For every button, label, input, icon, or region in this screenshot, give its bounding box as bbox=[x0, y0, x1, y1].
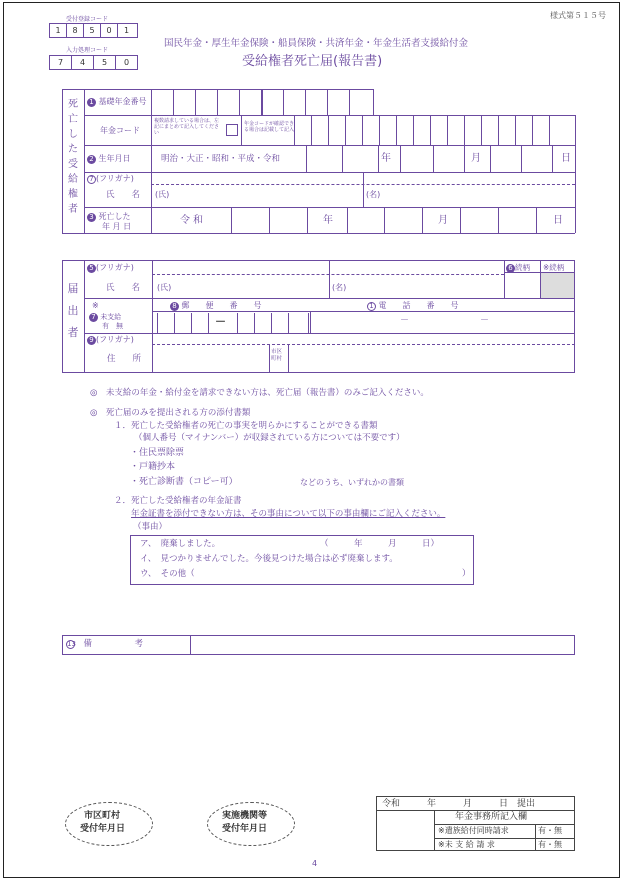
reporter-given-name-field[interactable]: (名) bbox=[332, 283, 347, 292]
city-stamp-label: 市区町村 bbox=[84, 811, 121, 821]
birth-year-unit: 年 bbox=[381, 153, 391, 164]
deceased-furigana-label: 7 (フリガナ) bbox=[87, 175, 134, 184]
doc-family-register: ・戸籍抄本 bbox=[130, 462, 176, 472]
unpaid-mark: ※ bbox=[92, 301, 99, 310]
basic-pension-number-field[interactable] bbox=[151, 89, 373, 115]
reception-code-box bbox=[49, 23, 138, 38]
phone-label: 1 電 話 番 号 bbox=[367, 302, 459, 311]
death-day-unit: 日 bbox=[553, 215, 563, 226]
death-date-label: 3 死亡した bbox=[87, 213, 131, 222]
pension-code-label: 年金コード bbox=[100, 126, 140, 135]
doc-death-certificate: ・死亡診断書（コピー可） bbox=[130, 477, 238, 487]
submission-date[interactable]: 令和 年 月 日 提出 bbox=[382, 799, 536, 809]
phone-field[interactable] bbox=[310, 312, 575, 333]
input-code-box bbox=[49, 55, 138, 70]
pension-code-field[interactable] bbox=[294, 115, 575, 145]
form-subtitle: 国民年金・厚生年金保険・船員保険・共済年金・年金生活者支援給付金 bbox=[164, 38, 469, 49]
phone-dash: － bbox=[480, 316, 490, 326]
code-digit: 5 bbox=[84, 24, 101, 37]
doc-suffix: などのうち、いずれかの書類 bbox=[300, 478, 404, 487]
agency-stamp-label: 実施機関等 bbox=[222, 811, 268, 821]
relationship-office-box bbox=[541, 273, 574, 298]
code-digit: 8 bbox=[67, 24, 84, 37]
death-month-unit: 月 bbox=[438, 215, 448, 226]
death-date-field[interactable] bbox=[231, 207, 575, 233]
note-unpaid: ◎ 未支給の年金・給付金を請求できない方は、死亡届（報告書）のみご記入ください。 bbox=[90, 388, 429, 398]
attachment-item-1: １．死亡した受給権者の死亡の事実を明らかにすることができる書類 bbox=[114, 421, 378, 431]
form-number: 様式第５１５号 bbox=[550, 11, 606, 20]
deceased-given-name-field[interactable]: (名) bbox=[366, 190, 381, 199]
birth-date-field[interactable] bbox=[306, 145, 575, 172]
death-era: 令和 bbox=[180, 215, 206, 226]
reason-discarded-date: （ 年 月 日） bbox=[320, 539, 440, 549]
page-number: 4 bbox=[312, 859, 318, 868]
address-field-2[interactable] bbox=[290, 346, 574, 372]
reason-discarded[interactable]: ア、 廃棄しました。 bbox=[140, 539, 221, 549]
code-digit: 4 bbox=[72, 56, 94, 69]
form-page bbox=[3, 2, 620, 878]
birth-day-unit: 日 bbox=[561, 153, 571, 164]
unpaid-claim-label: ※未 支 給 請 求 bbox=[438, 840, 495, 849]
unpaid-claim-options[interactable]: 有・無 bbox=[538, 840, 562, 849]
postal-code-field[interactable] bbox=[157, 313, 309, 333]
deceased-name-label: 氏 名 bbox=[106, 190, 141, 200]
birth-month-unit: 月 bbox=[471, 153, 481, 164]
code-digit: 0 bbox=[123, 58, 130, 67]
attachment-item-1-sub: （個人番号（マイナンバー）が収録されている方については不要です） bbox=[134, 433, 405, 443]
death-date-label2: 年 月 日 bbox=[102, 222, 132, 231]
code-digit: 0 bbox=[101, 24, 118, 37]
pension-code-note2: 年金コードが確認できる場合は記載して記入 bbox=[244, 121, 295, 133]
code-digit: 1 bbox=[50, 24, 67, 37]
phone-dash: － bbox=[400, 316, 410, 326]
relationship-field[interactable] bbox=[505, 273, 540, 298]
survivor-claim-label: ※遺族給付同時請求 bbox=[438, 826, 509, 835]
remarks-field[interactable] bbox=[192, 637, 573, 653]
reporter-section-label: 届 出 者 bbox=[67, 282, 79, 339]
pension-code-note: 複数請求している場合は、左記にまとめて記入してください bbox=[154, 118, 220, 136]
input-code-label: 入力処理コード bbox=[66, 47, 109, 54]
note-attachments: ◎ 死亡届のみを提出される方の添付書類 bbox=[90, 408, 251, 418]
reason-not-found[interactable]: イ、 見つかりませんでした。今後見つけた場合は必ず廃棄します。 bbox=[140, 554, 398, 564]
survivor-claim-options[interactable]: 有・無 bbox=[538, 826, 562, 835]
form-title: 受給権者死亡届(報告書) bbox=[242, 54, 383, 69]
era-options[interactable]: 明治・大正・昭和・平成・令和 bbox=[161, 154, 281, 164]
unpaid-options[interactable]: 有 無 bbox=[102, 322, 123, 330]
reason-other-close: ） bbox=[462, 569, 471, 579]
death-year-unit: 年 bbox=[323, 215, 333, 226]
code-digit: 5 bbox=[94, 56, 116, 69]
reception-code-label: 受付登録コード bbox=[66, 16, 109, 23]
address-furigana-label: 9 (フリガナ) bbox=[87, 336, 134, 345]
attachment-item-2: ２．死亡した受給権者の年金証書 bbox=[114, 496, 242, 506]
unpaid-label: 7 未支給 bbox=[89, 313, 121, 322]
office-use-label: 年金事務所記入欄 bbox=[455, 812, 528, 822]
agency-stamp-date-label: 受付年月日 bbox=[222, 824, 268, 834]
pension-code-checkbox[interactable] bbox=[226, 124, 238, 136]
birth-date-label: 2 生年月日 bbox=[87, 155, 131, 164]
reporter-family-name-field[interactable]: (氏) bbox=[157, 283, 172, 292]
postal-code-label: 8 郵 便 番 号 bbox=[170, 302, 262, 311]
deceased-section-label: 死 亡 し た 受 給 権 者 bbox=[68, 99, 78, 215]
reason-label: （事由） bbox=[133, 522, 168, 532]
relationship-note: ※続柄 bbox=[543, 263, 565, 272]
reason-other[interactable]: ウ、 その他（ bbox=[140, 569, 195, 579]
attachment-item-2-sub: 年金証書を添付できない方は、その事由について以下の事由欄にご記入ください。 bbox=[131, 509, 446, 519]
remarks-label: 13 備 考 bbox=[67, 639, 144, 649]
doc-residence-removal: ・住民票除票 bbox=[130, 448, 185, 458]
code-digit: 7 bbox=[50, 56, 72, 69]
address-field-1[interactable] bbox=[154, 346, 267, 372]
code-digit: 1 bbox=[123, 26, 130, 35]
city-label: 市区町村 bbox=[271, 349, 283, 362]
relationship-label: 6 続柄 bbox=[506, 264, 530, 273]
basic-pension-number-label: 1 基礎年金番号 bbox=[87, 98, 147, 107]
postal-dash: － bbox=[215, 315, 226, 328]
city-stamp-date-label: 受付年月日 bbox=[80, 824, 126, 834]
reporter-furigana-label: 5 (フリガナ) bbox=[87, 264, 134, 273]
address-label: 住 所 bbox=[107, 354, 142, 364]
deceased-family-name-field[interactable]: (氏) bbox=[155, 190, 170, 199]
reporter-name-label: 氏 名 bbox=[106, 283, 141, 293]
